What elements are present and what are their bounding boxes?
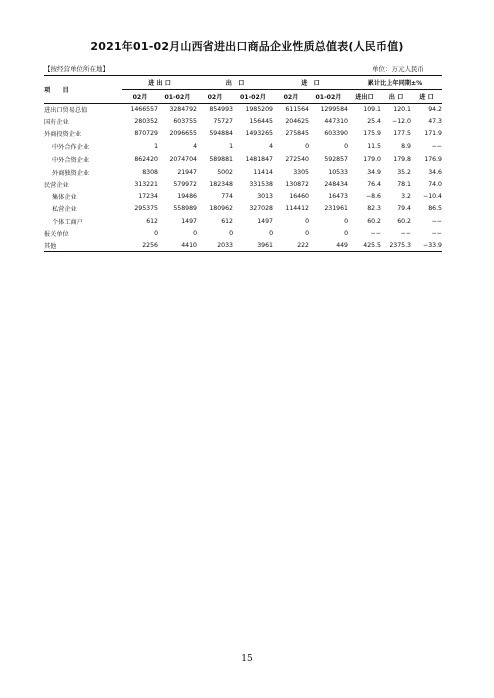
value-cell: 0 bbox=[305, 229, 309, 237]
table-row bbox=[44, 203, 442, 215]
value-cell: 0 bbox=[154, 229, 158, 237]
value-cell: 176.9 bbox=[424, 155, 442, 163]
table-body bbox=[44, 104, 442, 252]
row-label: 中外合作企业 bbox=[52, 143, 90, 151]
value-cell: 4410 bbox=[158, 239, 197, 251]
row-label: 报关单位 bbox=[44, 230, 69, 238]
value-cell: 0 bbox=[344, 217, 348, 225]
value-cell: 331538 bbox=[249, 181, 273, 189]
unit-note: 单位：万元人民币 bbox=[372, 65, 424, 73]
value-cell: 280352 bbox=[134, 118, 158, 126]
item-column-header: 项 目 bbox=[44, 76, 122, 104]
value-cell: 1497 bbox=[181, 217, 197, 225]
value-cell: 425.5 bbox=[348, 239, 381, 251]
value-cell: 0 bbox=[229, 229, 233, 237]
value-cell: 4 bbox=[193, 142, 197, 150]
value-cell: 75727 bbox=[213, 118, 233, 126]
value-cell: 79.4 bbox=[397, 205, 411, 213]
value-cell: 248434 bbox=[324, 181, 348, 189]
value-cell: 862420 bbox=[134, 155, 158, 163]
location-note: 【按经营单位所在地】 bbox=[44, 65, 109, 73]
table-row bbox=[44, 191, 442, 203]
row-label: 个体工商户 bbox=[52, 218, 83, 226]
row-label: 其他 bbox=[44, 239, 122, 251]
value-cell: 1 bbox=[229, 142, 233, 150]
value-cell: 558989 bbox=[173, 205, 197, 213]
group-header-export: 出 口 bbox=[197, 76, 273, 90]
value-cell: 182348 bbox=[209, 181, 233, 189]
value-cell: −− bbox=[400, 229, 411, 237]
row-label: 民营企业 bbox=[44, 182, 69, 190]
value-cell: 0 bbox=[344, 229, 348, 237]
value-cell: 0 bbox=[193, 229, 197, 237]
value-cell: 272540 bbox=[285, 155, 309, 163]
row-label: 进出口贸易总值 bbox=[44, 107, 88, 115]
value-cell: −− bbox=[431, 142, 442, 150]
value-cell: 2375.3 bbox=[381, 239, 411, 251]
value-cell: 3.2 bbox=[401, 193, 411, 201]
page-title: 2021年01-02月山西省进出口商品企业性质总值表(人民币值) bbox=[90, 40, 404, 53]
value-cell: 231961 bbox=[324, 205, 348, 213]
value-cell: 0 bbox=[269, 229, 273, 237]
group-header-import: 进 口 bbox=[273, 76, 348, 90]
value-cell: 8.9 bbox=[401, 142, 411, 150]
value-cell: 313221 bbox=[134, 181, 158, 189]
value-cell: 592857 bbox=[324, 155, 348, 163]
value-cell: 114412 bbox=[285, 205, 309, 213]
value-cell: 579972 bbox=[173, 181, 197, 189]
value-cell: 4 bbox=[269, 142, 273, 150]
trade-value-table bbox=[44, 75, 442, 252]
value-cell: 120.1 bbox=[393, 106, 411, 114]
value-cell: 0 bbox=[344, 142, 348, 150]
subcol-header: 01-02月 bbox=[158, 90, 197, 104]
value-cell: 1985209 bbox=[245, 106, 273, 114]
value-cell: 16473 bbox=[328, 193, 348, 201]
subcol-header: 出 口 bbox=[381, 90, 411, 104]
value-cell: −10.4 bbox=[423, 193, 442, 201]
value-cell: 612 bbox=[221, 217, 233, 225]
value-cell: 222 bbox=[273, 239, 309, 251]
value-cell: 0 bbox=[305, 142, 309, 150]
value-cell: 774 bbox=[221, 193, 233, 201]
value-cell: 589881 bbox=[209, 155, 233, 163]
subcol-header: 01-02月 bbox=[233, 90, 273, 104]
value-cell: 1 bbox=[154, 142, 158, 150]
value-cell: 35.2 bbox=[397, 168, 411, 176]
value-cell: −− bbox=[431, 217, 442, 225]
table-row bbox=[44, 152, 442, 166]
table-row bbox=[44, 166, 442, 178]
value-cell: 594884 bbox=[209, 130, 233, 138]
value-cell: 78.1 bbox=[397, 181, 411, 189]
value-cell: 19486 bbox=[177, 193, 197, 201]
value-cell: 25.4 bbox=[367, 118, 381, 126]
value-cell: 34.6 bbox=[428, 168, 442, 176]
table-row bbox=[44, 116, 442, 128]
value-cell: 2256 bbox=[122, 239, 158, 251]
row-label: 外商投资企业 bbox=[44, 131, 82, 139]
value-cell: 130872 bbox=[285, 181, 309, 189]
value-cell: 449 bbox=[309, 239, 348, 251]
table-row bbox=[44, 239, 442, 251]
row-label: 国有企业 bbox=[44, 119, 69, 127]
value-cell: 21947 bbox=[177, 168, 197, 176]
subcol-header: 02月 bbox=[197, 90, 233, 104]
value-cell: 275845 bbox=[285, 130, 309, 138]
value-cell: 3013 bbox=[257, 193, 273, 201]
value-cell: 1481847 bbox=[245, 155, 273, 163]
table-row bbox=[44, 215, 442, 227]
value-cell: 612 bbox=[146, 217, 158, 225]
value-cell: 47.3 bbox=[428, 118, 442, 126]
table-row bbox=[44, 104, 442, 116]
value-cell: 109.1 bbox=[363, 106, 381, 114]
value-cell: 204625 bbox=[285, 118, 309, 126]
value-cell: 179.0 bbox=[363, 155, 381, 163]
value-cell: 94.2 bbox=[428, 106, 442, 114]
table-row bbox=[44, 140, 442, 152]
value-cell: 1497 bbox=[257, 217, 273, 225]
subcol-header: 01-02月 bbox=[309, 90, 348, 104]
value-cell: 179.8 bbox=[393, 155, 411, 163]
value-cell: 76.4 bbox=[367, 181, 381, 189]
value-cell: 3284792 bbox=[169, 106, 197, 114]
row-label: 集体企业 bbox=[52, 194, 77, 202]
value-cell: 86.5 bbox=[428, 205, 442, 213]
value-cell: 8308 bbox=[142, 168, 158, 176]
value-cell: 603390 bbox=[324, 130, 348, 138]
value-cell: 171.9 bbox=[424, 130, 442, 138]
value-cell: 0 bbox=[305, 217, 309, 225]
value-cell: −− bbox=[431, 229, 442, 237]
value-cell: 10533 bbox=[328, 168, 348, 176]
table-row bbox=[44, 227, 442, 239]
value-cell: −8.6 bbox=[365, 193, 381, 201]
row-label: 中外合资企业 bbox=[52, 156, 90, 164]
value-cell: 180962 bbox=[209, 205, 233, 213]
value-cell: 1466557 bbox=[130, 106, 158, 114]
row-label: 私营企业 bbox=[52, 206, 77, 214]
value-cell: −12.0 bbox=[392, 118, 411, 126]
value-cell: 854993 bbox=[209, 106, 233, 114]
value-cell: 3305 bbox=[293, 168, 309, 176]
group-header-total: 进 出 口 bbox=[122, 76, 197, 90]
row-label: 外商独资企业 bbox=[52, 169, 90, 177]
value-cell: 2033 bbox=[197, 239, 233, 251]
subcol-header: 进出口 bbox=[348, 90, 381, 104]
subcol-header: 进 口 bbox=[411, 90, 442, 104]
value-cell: 60.2 bbox=[367, 217, 381, 225]
value-cell: 11414 bbox=[253, 168, 273, 176]
value-cell: 3961 bbox=[233, 239, 273, 251]
value-cell: 17234 bbox=[138, 193, 158, 201]
value-cell: 295375 bbox=[134, 205, 158, 213]
value-cell: 177.5 bbox=[393, 130, 411, 138]
value-cell: 16460 bbox=[289, 193, 309, 201]
subcol-header: 02月 bbox=[122, 90, 158, 104]
value-cell: 11.5 bbox=[367, 142, 381, 150]
value-cell: 34.9 bbox=[367, 168, 381, 176]
value-cell: 74.0 bbox=[428, 181, 442, 189]
value-cell: 447310 bbox=[324, 118, 348, 126]
value-cell: 2096655 bbox=[169, 130, 197, 138]
value-cell: 870729 bbox=[134, 130, 158, 138]
value-cell: 611564 bbox=[285, 106, 309, 114]
value-cell: 156445 bbox=[249, 118, 273, 126]
value-cell: 1493265 bbox=[245, 130, 273, 138]
table-row bbox=[44, 128, 442, 140]
value-cell: 1299584 bbox=[320, 106, 348, 114]
subcol-header: 02月 bbox=[273, 90, 309, 104]
value-cell: −33.9 bbox=[411, 239, 442, 251]
value-cell: 60.2 bbox=[397, 217, 411, 225]
value-cell: 82.3 bbox=[367, 205, 381, 213]
value-cell: 175.9 bbox=[363, 130, 381, 138]
value-cell: 603755 bbox=[173, 118, 197, 126]
value-cell: 2074704 bbox=[169, 155, 197, 163]
value-cell: 327028 bbox=[249, 205, 273, 213]
value-cell: 5002 bbox=[217, 168, 233, 176]
group-header-yoy: 累计比上年同期±% bbox=[348, 76, 442, 90]
table-row bbox=[44, 178, 442, 190]
value-cell: −− bbox=[370, 229, 381, 237]
page-number: 15 bbox=[241, 654, 253, 664]
